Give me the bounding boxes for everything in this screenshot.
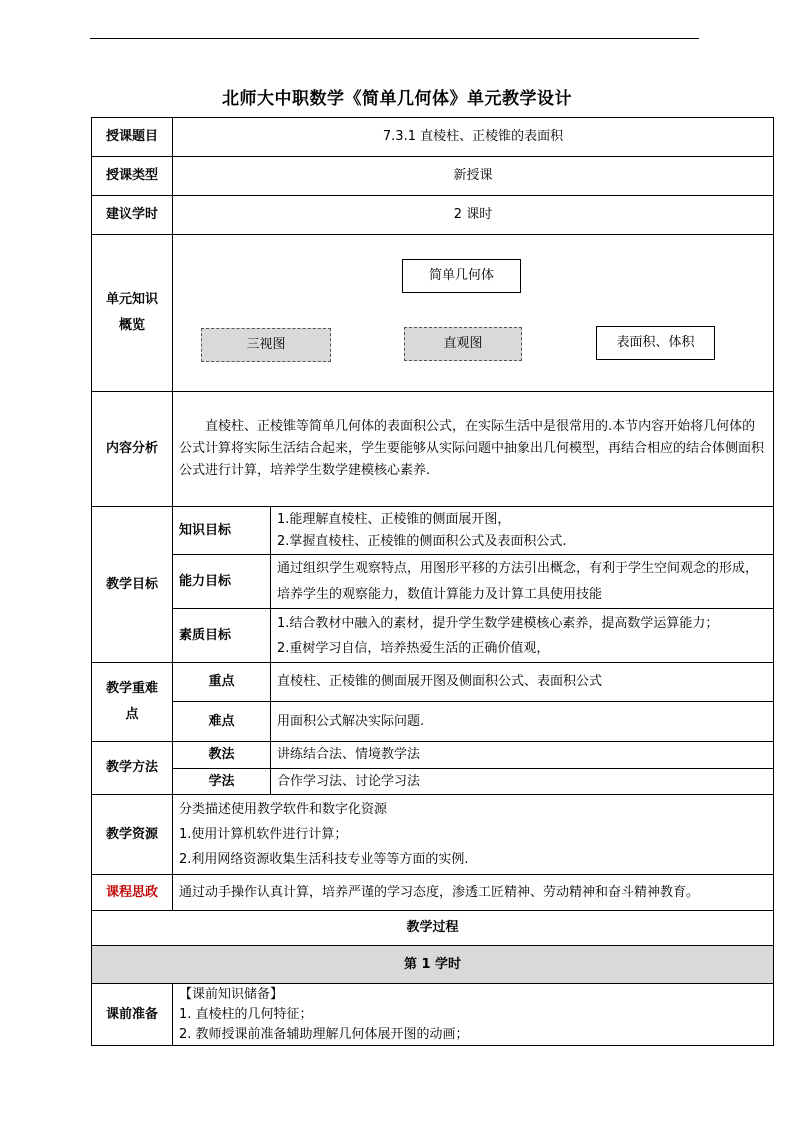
box-area-volume: 表面积、体积 bbox=[596, 326, 715, 360]
value-type: 新授课 bbox=[173, 157, 774, 196]
knowledge-goal-line1: 1.能理解直棱柱、正棱锥的侧面展开图， bbox=[277, 511, 511, 527]
resources-cell bbox=[173, 795, 774, 875]
ability-goal-text: 通过组织学生观察特点，用图形平移的方法引出概念，有利于学生空间观念的形成，培养学生的观察能力，数值计算能力及计算工具使用技能 bbox=[271, 555, 774, 609]
row-goal-ability bbox=[92, 555, 774, 609]
label-keypoints-line1: 教学重难 bbox=[105, 681, 158, 696]
teach-text: 讲练结合法、情境教学法 bbox=[271, 742, 774, 769]
label-goals: 教学目标 bbox=[92, 507, 173, 663]
label-keypoints bbox=[92, 663, 173, 742]
label-ideology: 课程思政 bbox=[92, 875, 173, 911]
resources-line1: 分类描述使用教学软件和数字化资源 bbox=[179, 802, 388, 817]
box-intuitive-view: 直观图 bbox=[404, 327, 522, 361]
row-topic bbox=[92, 118, 774, 157]
label-methods: 教学方法 bbox=[92, 742, 173, 795]
header-rule bbox=[90, 38, 699, 39]
label-resources: 教学资源 bbox=[92, 795, 173, 875]
quality-goal-cell bbox=[271, 609, 774, 663]
label-type: 授课类型 bbox=[92, 157, 173, 196]
row-ideology bbox=[92, 875, 774, 911]
label-key: 重点 bbox=[173, 663, 271, 702]
resources-line3: 2.利用网络资源收集生活科技专业等等方面的实例. bbox=[179, 852, 469, 867]
lesson-plan-table bbox=[91, 117, 774, 1046]
row-prep bbox=[92, 984, 774, 1046]
hard-text: 用面积公式解决实际问题. bbox=[271, 702, 774, 742]
prep-line1: 【课前知识储备】 bbox=[179, 986, 284, 1002]
analysis-text: 直棱柱、正棱锥等简单几何体的表面积公式，在实际生活中是很常用的.本节内容开始将几何体的公式计算将实际生活结合起来，学生要能够从实际问题中抽象出几何模型，再结合相应的结合体侧面积公式进行计算，培养学生数学建模核心素养. bbox=[173, 392, 774, 507]
label-teach: 教法 bbox=[173, 742, 271, 769]
row-hardpoint bbox=[92, 702, 774, 742]
process-heading: 教学过程 bbox=[92, 911, 774, 946]
label-overview-line1: 单元知识 bbox=[105, 292, 158, 307]
ideology-text: 通过动手操作认真计算，培养严谨的学习态度，渗透工匠精神、劳动精神和奋斗精神教育。 bbox=[173, 875, 774, 911]
box-three-views: 三视图 bbox=[201, 328, 331, 362]
label-keypoints-line2: 点 bbox=[125, 707, 139, 722]
label-overview bbox=[92, 235, 173, 392]
resources-line2: 1.使用计算机软件进行计算； bbox=[179, 827, 348, 842]
overview-diagram-cell bbox=[173, 235, 774, 392]
row-process bbox=[92, 911, 774, 946]
label-analysis: 内容分析 bbox=[92, 392, 173, 507]
label-ability-goal: 能力目标 bbox=[173, 555, 271, 609]
label-overview-line2: 概览 bbox=[118, 318, 145, 333]
label-hours: 建议学时 bbox=[92, 196, 173, 235]
label-prep: 课前准备 bbox=[92, 984, 173, 1046]
overview-diagram bbox=[173, 235, 773, 391]
label-quality-goal: 素质目标 bbox=[173, 609, 271, 663]
row-type bbox=[92, 157, 774, 196]
page-title: 北师大中职数学《简单几何体》单元教学设计 bbox=[222, 89, 572, 109]
row-overview bbox=[92, 235, 774, 392]
knowledge-goal-line2: 2.掌握直棱柱、正棱锥的侧面积公式及表面积公式. bbox=[277, 533, 567, 549]
row-goal-knowledge bbox=[92, 507, 774, 555]
prep-line2: 1. 直棱柱的几何特征； bbox=[179, 1006, 313, 1022]
quality-goal-line1: 1.结合教材中融入的素材，提升学生数学建模核心素养，提高数学运算能力； bbox=[277, 615, 719, 631]
label-topic: 授课题目 bbox=[92, 118, 173, 157]
knowledge-goal-cell bbox=[271, 507, 774, 555]
row-method-teach bbox=[92, 742, 774, 769]
value-topic: 7.3.1 直棱柱、正棱锥的表面积 bbox=[173, 118, 774, 157]
row-hours bbox=[92, 196, 774, 235]
label-hard: 难点 bbox=[173, 702, 271, 742]
row-method-learn bbox=[92, 769, 774, 795]
value-hours: 2 课时 bbox=[173, 196, 774, 235]
row-analysis bbox=[92, 392, 774, 507]
key-text: 直棱柱、正棱锥的侧面展开图及侧面积公式、表面积公式 bbox=[271, 663, 774, 702]
label-learn: 学法 bbox=[173, 769, 271, 795]
lesson1-heading: 第 1 学时 bbox=[92, 946, 774, 984]
prep-cell bbox=[173, 984, 774, 1046]
quality-goal-line2: 2.重树学习自信，培养热爱生活的正确价值观， bbox=[277, 640, 550, 656]
label-knowledge-goal: 知识目标 bbox=[173, 507, 271, 555]
row-resources bbox=[92, 795, 774, 875]
row-lesson1 bbox=[92, 946, 774, 984]
prep-line3: 2. 教师授课前准备辅助理解几何体展开图的动画； bbox=[179, 1026, 469, 1042]
learn-text: 合作学习法、讨论学习法 bbox=[271, 769, 774, 795]
row-keypoint bbox=[92, 663, 774, 702]
row-goal-quality bbox=[92, 609, 774, 663]
box-simple-solids: 简单几何体 bbox=[402, 259, 521, 293]
